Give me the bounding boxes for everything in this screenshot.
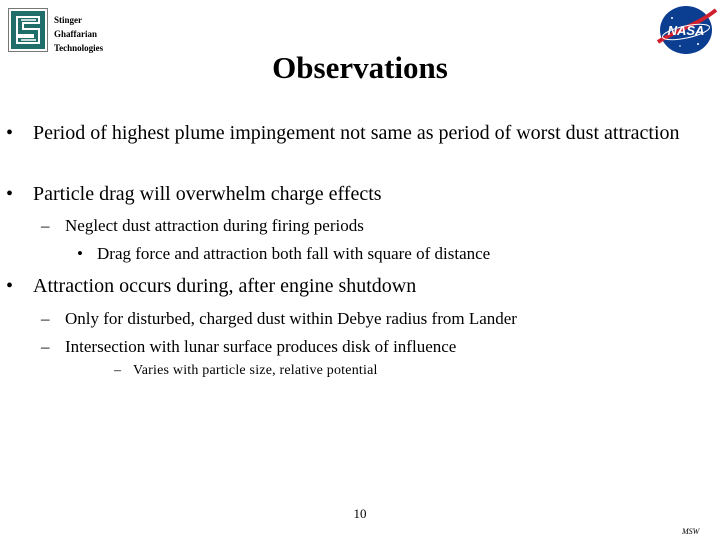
- bullet-marker: •: [6, 122, 14, 144]
- company-logo-mark: [8, 8, 48, 52]
- slide-title: Observations: [272, 50, 448, 85]
- bullet-text: Attraction occurs during, after engine shutdown: [33, 275, 417, 297]
- footer-initials: MSW: [682, 527, 700, 536]
- company-name-line-1: Stinger: [54, 15, 82, 25]
- sub-bullet-marker: –: [41, 216, 50, 235]
- sub-sub-bullet-text: Drag force and attraction both fall with square of distance: [97, 244, 491, 263]
- bullet-marker: •: [6, 275, 14, 297]
- sub-sub-bullet-marker: •: [77, 244, 83, 263]
- sub-bullet-text: Intersection with lunar surface produces disk of influence: [65, 337, 457, 356]
- bullet-text: Period of highest plume impingement not same as period of worst dust attraction: [33, 122, 680, 144]
- bullet-text: Particle drag will overwhelm charge effects: [33, 183, 382, 205]
- page-number: 10: [353, 506, 367, 521]
- company-name: [54, 13, 103, 55]
- sub-bullet-marker: –: [41, 337, 50, 356]
- company-name-line-2: Ghaffarian: [54, 29, 98, 39]
- sub-sub-bullet-marker: –: [114, 363, 122, 378]
- nasa-logo-text: NASA: [667, 23, 705, 38]
- sub-bullet-text: Neglect dust attraction during firing periods: [65, 216, 364, 235]
- bullet-marker: •: [6, 183, 14, 205]
- sub-bullet-text: Only for disturbed, charged dust within Debye radius from Lander: [65, 309, 517, 328]
- sub-bullet-marker: –: [41, 309, 50, 328]
- company-name-line-3: Technologies: [54, 43, 104, 53]
- nasa-logo: [652, 0, 720, 56]
- sub-sub-bullet-text: Varies with particle size, relative potential: [133, 363, 378, 378]
